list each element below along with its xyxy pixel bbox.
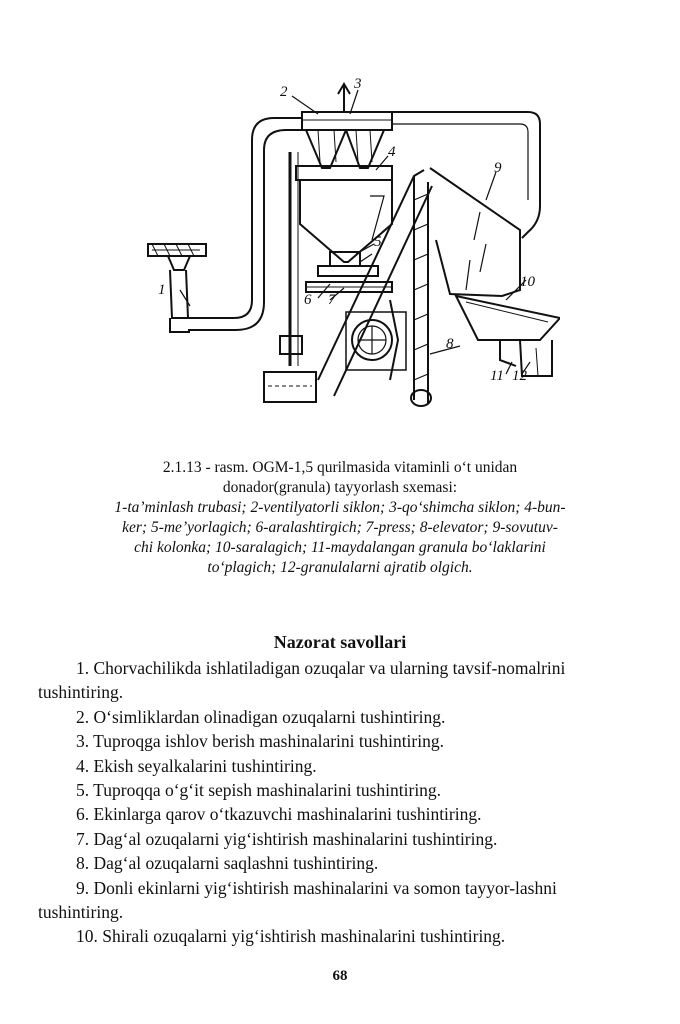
question-9: 9. Donli ekinlarni yig‘ishtirish mashinalarini va somon tayyor-lashni tushintiring.	[38, 877, 557, 923]
label-6: 6	[304, 292, 312, 308]
caption-legend-line1: 1-ta’minlash trubasi; 2-ventilyatorli siklon; 3-qo‘shimcha siklon; 4-bun-	[114, 499, 566, 516]
label-2: 2	[280, 84, 288, 100]
question-2: 2. O‘simliklardan olinadigan ozuqalarni tushintiring.	[76, 706, 446, 727]
label-1: 1	[158, 282, 166, 298]
feed-pipe	[148, 118, 302, 332]
label-7: 7	[328, 292, 336, 308]
label-10: 10	[520, 274, 535, 290]
caption-legend-line4: to‘plagich; 12-granulalarni ajratib olgich.	[207, 559, 473, 576]
label-3: 3	[354, 76, 362, 92]
question-10: 10. Shirali ozuqalarni yig‘ishtirish mashinalarini tushintiring.	[76, 926, 506, 947]
label-11: 11	[490, 368, 504, 384]
cyclones	[302, 84, 540, 238]
caption-legend-line2: ker; 5-me’yorlagich; 6-aralashtirgich; 7-press; 8-elevator; 9-sovutuv-	[122, 519, 558, 536]
question-6: 6. Ekinlarga qarov o‘tkazuvchi mashinalarini tushintiring.	[76, 804, 482, 825]
question-list	[38, 656, 642, 949]
question-3: 3. Tuproqga ishlov berish mashinalarini tushintiring.	[76, 731, 444, 752]
caption-title-line2: donador(granula) tayyorlash sxemasi:	[222, 479, 458, 496]
label-12: 12	[512, 368, 527, 384]
question-7: 7. Dag‘al ozuqalarni yig‘ishtirish mashinalarini tushintiring.	[76, 828, 498, 849]
label-8: 8	[446, 336, 454, 352]
question-4: 4. Ekish seyalkalarini tushintiring.	[76, 755, 317, 776]
bunker	[290, 152, 392, 366]
label-4: 4	[388, 144, 396, 160]
cooling-column	[430, 168, 520, 296]
page-number: 68	[332, 968, 348, 984]
section-heading: Nazorat savollari	[273, 632, 407, 652]
question-1: 1. Chorvachilikda ishlatiladigan ozuqalar va ularning tavsif-nomalrini tushintiring.	[38, 658, 566, 703]
equipment-schematic	[140, 68, 560, 413]
question-5: 5. Tuproqqa o‘g‘it sepish mashinalarini tushintiring.	[76, 780, 442, 801]
sorter-collectors	[456, 296, 560, 376]
doser-mixer	[306, 252, 392, 292]
label-5: 5	[374, 234, 382, 250]
caption-title-line1: 2.1.13 - rasm. OGM-1,5 qurilmasida vitaminli o‘t unidan	[162, 459, 518, 476]
press	[346, 300, 406, 380]
label-9: 9	[494, 160, 502, 176]
caption-legend-line3: chi kolonka; 10-saralagich; 11-maydalangan granula bo‘laklarini	[134, 539, 546, 556]
question-8: 8. Dag‘al ozuqalarni saqlashni tushintiring.	[76, 853, 379, 874]
figure-caption	[30, 458, 650, 578]
